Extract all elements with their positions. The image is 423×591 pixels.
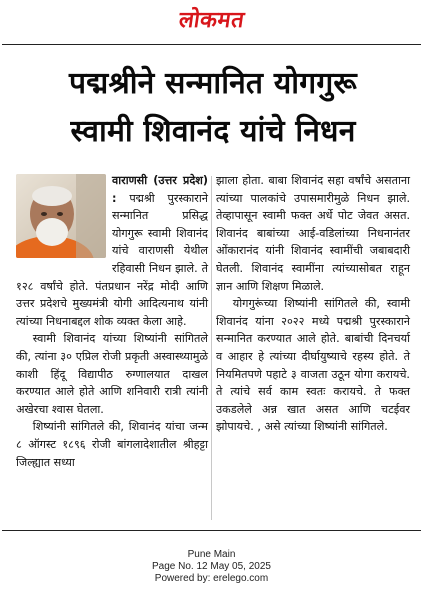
paragraph: झाला होता. बाबा शिवानंद सहा वर्षांचे असताना त्यांच्या पालकांचे उपासमारीमुळे निधन झाले. तेव्हापासून स्वामी फक्त अर्धे पोट जेवत असत. शिवानंद बाबांच्या आई-वडिलांच्या निधनानंतर ओंकारानंद यांनी शिवानंद स्वामींची जबाबदारी घेतली. शिवानंद स्वामींना त्यांच्यासोबत राहून ज्ञान आणि शिक्षण मिळाले. — [216, 174, 410, 293]
article-column-right — [216, 172, 410, 436]
headline-line-1: पद्मश्रीने सन्मानित योगगुरू — [69, 66, 357, 101]
footer-powered-by: Powered by: erelego.com — [154, 573, 269, 584]
masthead — [0, 6, 423, 36]
footer-rule — [2, 530, 421, 531]
dateline: वाराणसी (उत्तर प्रदेश) : — [112, 174, 208, 205]
masthead-rule — [2, 44, 421, 45]
footer-page-info: Page No. 12 May 05, 2025 — [152, 561, 271, 572]
article-column-left — [16, 172, 208, 471]
portrait-photo — [16, 174, 106, 258]
newspaper-logo: लोकमत — [177, 8, 246, 33]
paragraph: स्वामी शिवानंद यांच्या शिष्यांनी सांगितले की, त्यांना ३० एप्रिल रोजी प्रकृती अस्वास्थ्यामुळे काशी हिंदू विद्यापीठ रुग्णालयात दाखल करण्यात आले होते आणि शनिवारी रात्री त्यांनी अखेरचा श्वास घेतला. — [16, 332, 208, 416]
headline-line-2: स्वामी शिवानंद यांचे निधन — [70, 114, 356, 149]
footer-edition: Pune Main — [187, 549, 236, 560]
column-divider — [211, 176, 212, 520]
paragraph: योगगुरूंच्या शिष्यांनी सांगितले की, स्वामी शिवानंद यांना २०२२ मध्ये पद्मश्री पुरस्काराने सन्मानित करण्यात आले होते. बाबांची दिनचर्या व आहार हे त्यांच्या दीर्घायुष्याचे रहस्य होते. ते नियमितपणे पहाटे ३ वाजता उठून योगा करायचे. ते त्यांचे सर्व काम स्वतः करायचे. ते फक्त उकडलेले अन्न खात असत आणि चटईवर झोपायचे. , असे त्यांच्या शिष्यांनी सांगितले. — [216, 297, 410, 434]
paragraph: शिष्यांनी सांगितले की, शिवानंद यांचा जन्म ८ ऑगस्ट १८९६ रोजी बांगलादेशातील श्रीहट्टा जिल्ह्यात सध्या — [16, 420, 208, 469]
headline — [8, 60, 418, 156]
paragraph: पद्मश्री पुरस्काराने सन्मानित प्रसिद्ध योगगुरू स्वामी शिवानंद यांचे वाराणसी येथील रहिवासी निधन झाले. ते १२८ वर्षांचे होते. पंतप्रधान नरेंद्र मोदी आणि उत्तर प्रदेशचे मुख्यमंत्री योगी आदित्यनाथ यांनी त्यांच्या निधनाबद्दल शोक व्यक्त केला आहे. — [16, 191, 208, 328]
